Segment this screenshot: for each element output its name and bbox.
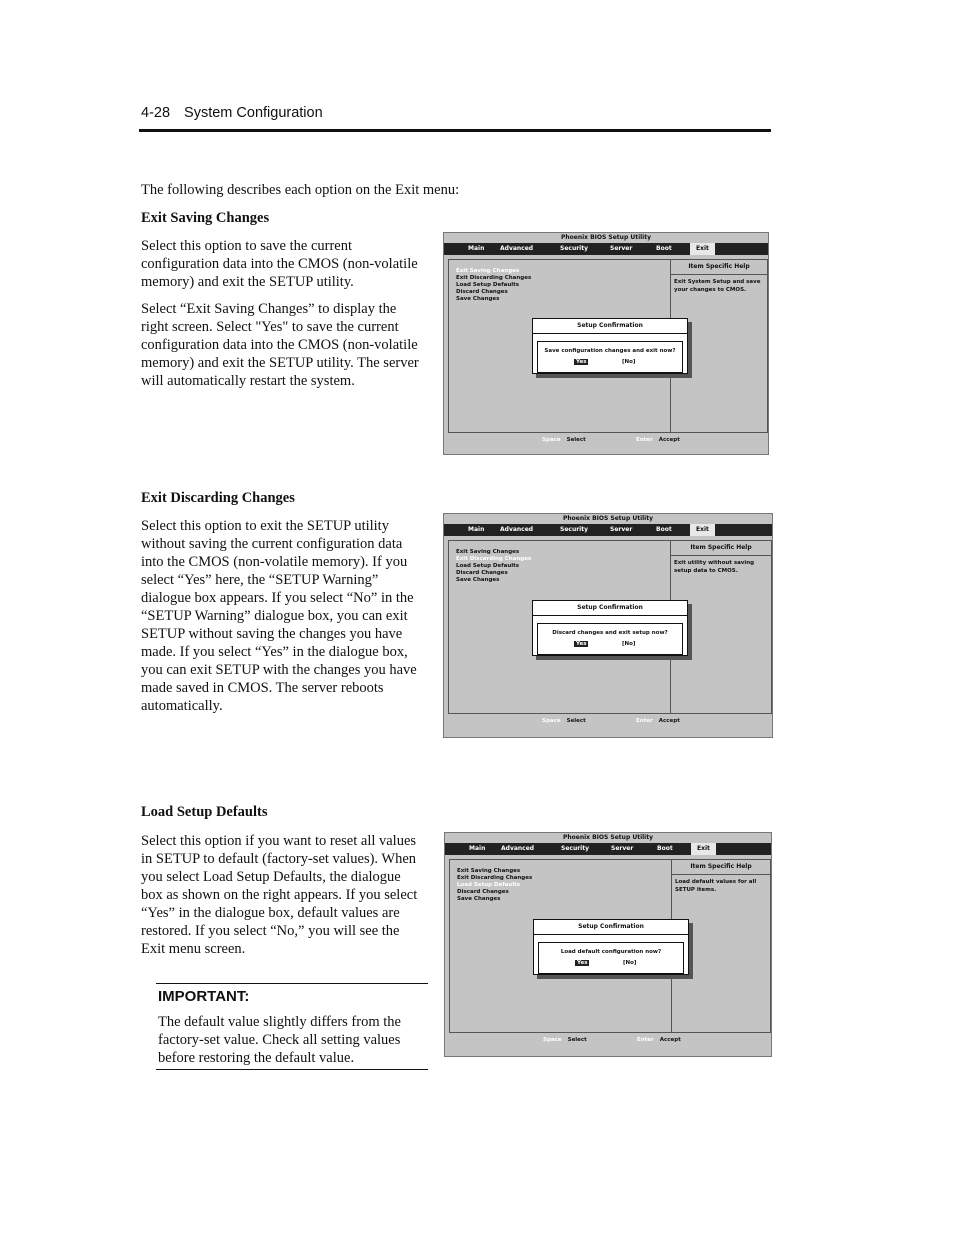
bios-menu-main: Main <box>468 526 485 533</box>
bios-help-title: Item Specific Help <box>671 260 767 275</box>
bios-screenshot-exit-saving <box>443 232 769 455</box>
bios-item: Exit Saving Changes <box>457 868 521 874</box>
important-note <box>156 983 428 1070</box>
paragraph: Select “Exit Saving Changes” to display the right screen. Select "Yes" to save the current configuration data into the CMOS (non-volatile memory) and exit the SETUP utility. The server will automatically restart the system. <box>141 301 419 389</box>
bios-item-list <box>457 868 532 903</box>
dialog-body <box>537 341 683 373</box>
bios-footer-select <box>542 437 586 443</box>
bios-item: Discard Changes <box>456 289 508 295</box>
footer-key: Space <box>542 437 561 443</box>
paragraph: Select this option if you want to reset all values in SETUP to default (factory-set values). When you select Load Setup Defaults, the dialogue box as shown on the right appears. If you select “Yes” in the dialogue box, default values are restored. If you select “No,” you will see the Exit menu screen. <box>141 833 418 957</box>
chapter-title: System Configuration <box>184 105 323 121</box>
footer-action: Select <box>566 718 586 724</box>
bios-menubar <box>444 243 768 255</box>
bios-item: Load Setup Defaults <box>456 563 520 569</box>
bios-confirm-dialog <box>533 919 689 975</box>
bios-menu-boot: Boot <box>657 845 673 852</box>
bios-footer-accept <box>636 437 680 443</box>
bios-screenshot-load-defaults <box>444 832 772 1057</box>
paragraph: Select this option to save the current configuration data into the CMOS (non-volatile memory) and exit the SETUP utility. <box>141 238 418 290</box>
bios-title: Phoenix BIOS Setup Utility <box>562 834 654 841</box>
dialog-title: Setup Confirmation <box>533 601 687 616</box>
header-rule <box>139 129 771 132</box>
dialog-no-option: [No] <box>623 960 637 966</box>
bios-help-text: Exit System Setup and save your changes to CMOS. <box>674 279 761 293</box>
footer-key: Space <box>543 1037 562 1043</box>
bios-title: Phoenix BIOS Setup Utility <box>562 515 654 522</box>
section-body-load-defaults <box>141 832 426 967</box>
bios-menu-server: Server <box>610 526 633 533</box>
dialog-question: Discard changes and exit setup now? <box>552 630 668 636</box>
bios-confirm-dialog <box>532 600 688 656</box>
section-heading-load-defaults: Load Setup Defaults <box>141 804 268 820</box>
page-header <box>141 105 323 121</box>
bios-footer-accept <box>637 1037 681 1043</box>
bios-item: Discard Changes <box>457 889 509 895</box>
bios-item: Save Changes <box>456 577 500 583</box>
dialog-title: Setup Confirmation <box>533 319 687 334</box>
bios-help-title: Item Specific Help <box>671 541 771 556</box>
bios-menu-main: Main <box>469 845 486 852</box>
section-body-exit-saving <box>141 237 426 399</box>
footer-key: Enter <box>636 437 653 443</box>
bios-item: Exit Discarding Changes <box>457 875 533 881</box>
bios-menu-server: Server <box>610 245 633 252</box>
bios-menu-security: Security <box>560 245 589 252</box>
section-heading-exit-saving: Exit Saving Changes <box>141 210 270 226</box>
dialog-yes-option: Yes <box>576 641 587 647</box>
bios-menu-advanced: Advanced <box>500 245 534 252</box>
bios-menu-security: Security <box>561 845 590 852</box>
bios-menu-advanced: Advanced <box>500 526 534 533</box>
dialog-no-option: [No] <box>622 359 636 365</box>
dialog-yes-option: Yes <box>576 359 587 365</box>
footer-action: Select <box>566 437 586 443</box>
bios-menu-boot: Boot <box>656 245 672 252</box>
bios-footer-accept <box>636 718 680 724</box>
section-heading-exit-discarding: Exit Discarding Changes <box>141 490 295 506</box>
footer-key: Enter <box>636 718 653 724</box>
bios-item: Exit Discarding Changes <box>456 275 532 281</box>
dialog-body <box>538 942 684 974</box>
bios-menu-exit: Exit <box>690 524 715 536</box>
footer-action: Accept <box>658 718 680 724</box>
bios-item: Exit Saving Changes <box>456 549 520 555</box>
bios-item: Load Setup Defaults <box>456 282 520 288</box>
bios-menubar <box>445 843 771 855</box>
dialog-question: Save configuration changes and exit now? <box>544 348 676 354</box>
bios-help-text: Exit utility without saving setup data to CMOS. <box>674 560 755 574</box>
bios-footer-select <box>542 718 586 724</box>
page-number: 4-28 <box>141 105 171 121</box>
bios-menu-boot: Boot <box>656 526 672 533</box>
dialog-no-option: [No] <box>622 641 636 647</box>
bios-footer-select <box>543 1037 587 1043</box>
dialog-yes-option: Yes <box>577 960 588 966</box>
footer-action: Select <box>567 1037 587 1043</box>
bios-menu-security: Security <box>560 526 589 533</box>
bios-item: Exit Discarding Changes <box>456 556 532 562</box>
section-body-exit-discarding <box>141 517 426 724</box>
footer-action: Accept <box>659 1037 681 1043</box>
bios-menu-exit: Exit <box>691 843 716 855</box>
important-body: The default value slightly differs from the factory-set value. Check all setting values before restoring the default value. <box>158 1014 401 1066</box>
bios-item: Exit Saving Changes <box>456 268 520 274</box>
footer-action: Accept <box>658 437 680 443</box>
dialog-title: Setup Confirmation <box>534 920 688 935</box>
bios-menu-server: Server <box>611 845 634 852</box>
bios-title: Phoenix BIOS Setup Utility <box>560 234 652 241</box>
bios-menu-exit: Exit <box>690 243 715 255</box>
bios-item-list <box>456 268 531 303</box>
bios-item-list <box>456 549 531 584</box>
bios-screenshot-exit-discarding <box>443 513 773 738</box>
important-title: IMPORTANT: <box>158 988 250 1005</box>
bios-help-title: Item Specific Help <box>672 860 770 875</box>
bios-item: Load Setup Defaults <box>457 882 521 888</box>
bios-item: Discard Changes <box>456 570 508 576</box>
bios-menu-main: Main <box>468 245 485 252</box>
footer-key: Enter <box>637 1037 654 1043</box>
bios-item: Save Changes <box>457 896 501 902</box>
dialog-body <box>537 623 683 655</box>
bios-menubar <box>444 524 772 536</box>
bios-item: Save Changes <box>456 296 500 302</box>
dialog-question: Load default configuration now? <box>560 949 662 955</box>
bios-help-text: Load default values for all SETUP items. <box>675 879 757 893</box>
bios-menu-advanced: Advanced <box>501 845 535 852</box>
footer-key: Space <box>542 718 561 724</box>
bios-confirm-dialog <box>532 318 688 374</box>
paragraph: Select this option to exit the SETUP utility without saving the current configuration data into the CMOS (non-volatile memory). If you select “Yes” here, the “SETUP Warning” dialogue box appears. If you select “No” in the “SETUP Warning” dialogue box, you can exit SETUP without saving the changes you have made. If you select “Yes” in the dialogue box, you can exit SETUP with the changes you have made saved in CMOS. The server reboots automatically. <box>141 518 417 714</box>
intro-text: The following describes each option on the Exit menu: <box>141 182 460 198</box>
